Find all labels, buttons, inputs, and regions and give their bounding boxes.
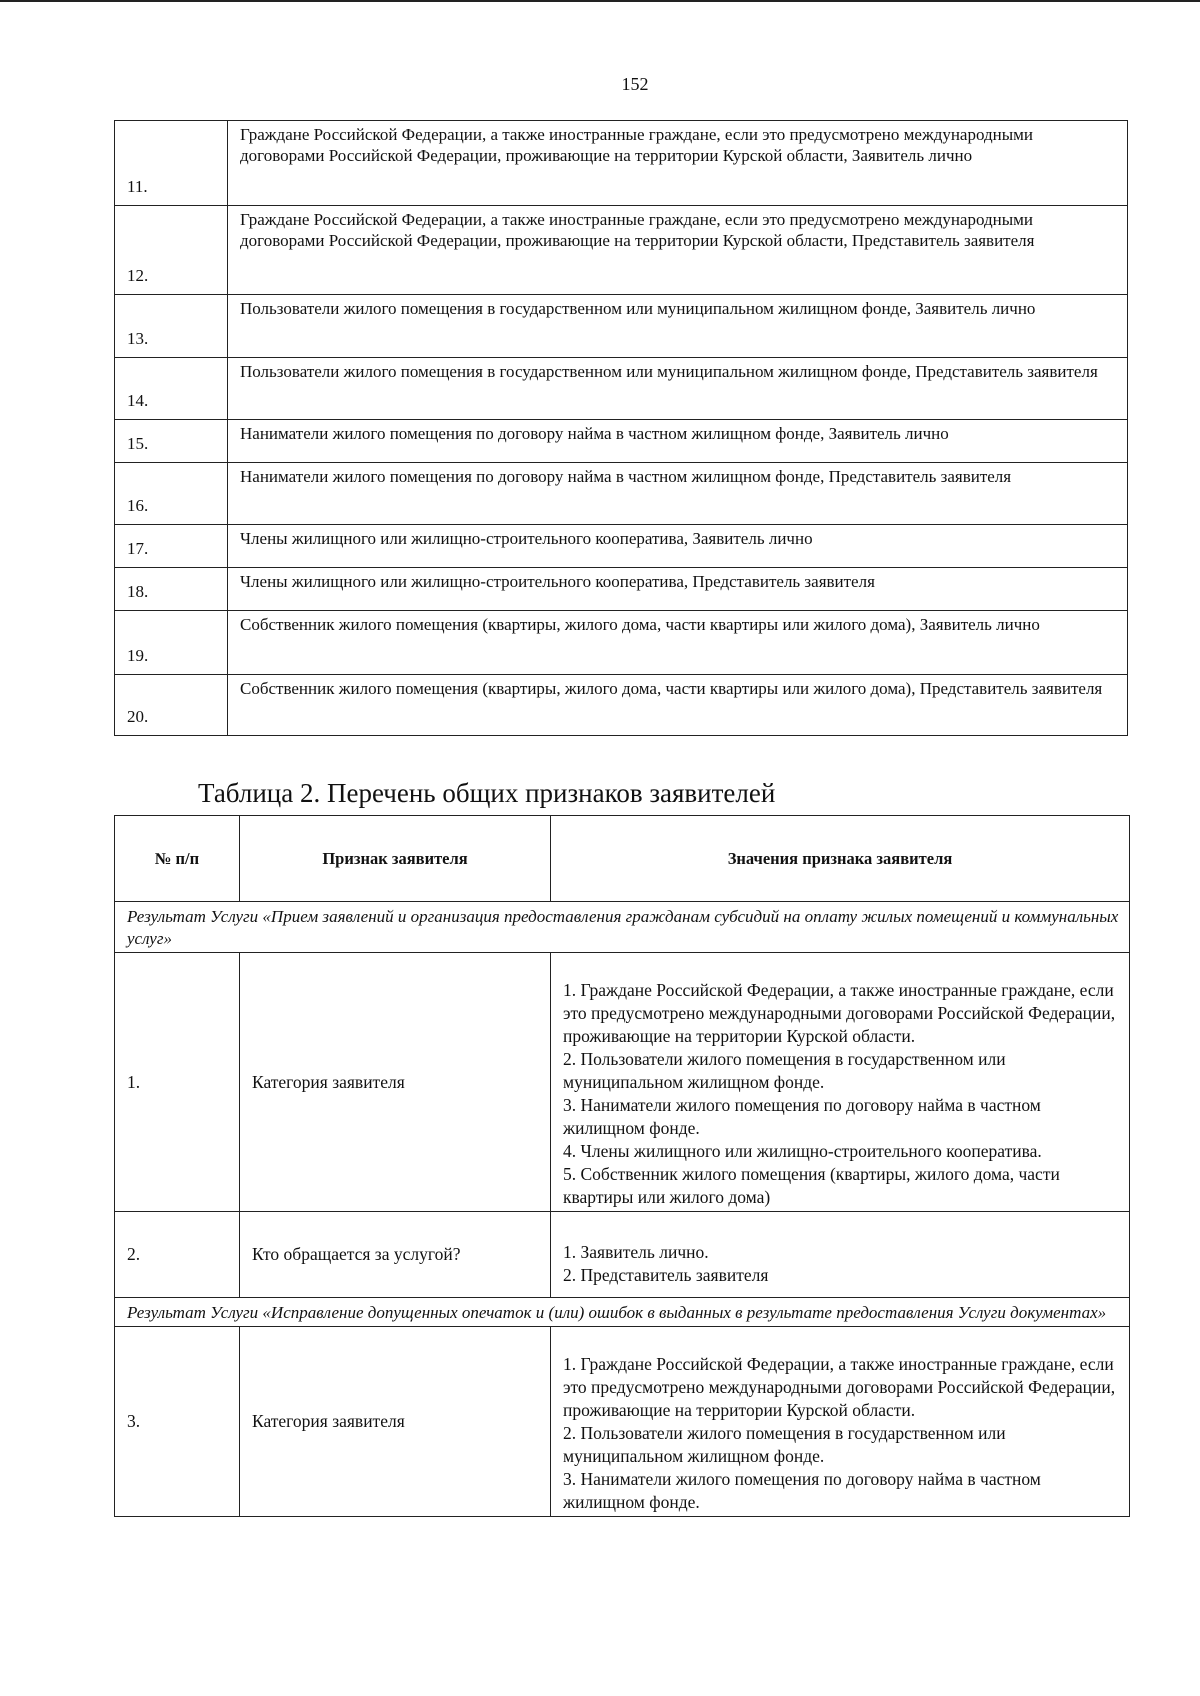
row-number: 14. (115, 358, 228, 420)
page-number: 152 (621, 74, 649, 94)
table2-title: Таблица 2. Перечень общих признаков заявителей (198, 778, 776, 808)
row-number: 17. (115, 525, 228, 568)
row-description: Члены жилищного или жилищно-строительного кооператива, Представитель заявителя (228, 568, 1128, 611)
table-row (115, 568, 1128, 611)
row-number: 11. (115, 121, 228, 206)
value-line: 4. Члены жилищного или жилищно-строительного кооператива. (563, 1141, 1042, 1161)
table-row (115, 121, 1128, 206)
row-number: 13. (115, 295, 228, 358)
row-description: Граждане Российской Федерации, а также иностранные граждане, если это предусмотрено международными договорами Российской Федерации, проживающие на территории Курской области, Представитель заявителя (228, 206, 1128, 295)
value-line: 2. Пользователи жилого помещения в государственном или муниципальном жилищном фонде. (563, 1049, 1006, 1092)
row-number: 2. (115, 1212, 240, 1298)
table-row (115, 463, 1128, 525)
table-row (115, 420, 1128, 463)
header-number: № п/п (115, 816, 240, 902)
applicant-variants-table (114, 120, 1128, 736)
table-row (115, 525, 1128, 568)
top-border-line (0, 0, 1200, 2)
row-number: 3. (115, 1327, 240, 1517)
table-row (115, 358, 1128, 420)
section-row (115, 1298, 1130, 1327)
table-row (115, 953, 1130, 1212)
row-description: Члены жилищного или жилищно-строительного кооператива, Заявитель лично (228, 525, 1128, 568)
section-row (115, 902, 1130, 953)
row-number: 18. (115, 568, 228, 611)
row-description: Пользователи жилого помещения в государственном или муниципальном жилищном фонде, Представитель заявителя (228, 358, 1128, 420)
row-description: Собственник жилого помещения (квартиры, жилого дома, части квартиры или жилого дома), Представитель заявителя (228, 675, 1128, 736)
table-header-row (115, 816, 1130, 902)
row-number: 19. (115, 611, 228, 675)
row-sign: Категория заявителя (240, 953, 551, 1212)
value-line: 3. Наниматели жилого помещения по договору найма в частном жилищном фонде. (563, 1469, 1041, 1512)
value-line: 2. Пользователи жилого помещения в государственном или муниципальном жилищном фонде. (563, 1423, 1006, 1466)
table-row (115, 295, 1128, 358)
row-sign: Кто обращается за услугой? (240, 1212, 551, 1298)
header-sign: Признак заявителя (240, 816, 551, 902)
row-values (551, 953, 1130, 1212)
row-number: 1. (115, 953, 240, 1212)
row-description: Наниматели жилого помещения по договору найма в частном жилищном фонде, Заявитель лично (228, 420, 1128, 463)
row-sign: Категория заявителя (240, 1327, 551, 1517)
value-line: 2. Представитель заявителя (563, 1264, 769, 1285)
section-title: Результат Услуги «Прием заявлений и организация предоставления гражданам субсидий на оплату жилых помещений и коммунальных услуг» (115, 902, 1130, 953)
row-number: 16. (115, 463, 228, 525)
applicant-signs-table (114, 815, 1130, 1517)
table-row (115, 206, 1128, 295)
section-title: Результат Услуги «Исправление допущенных опечаток и (или) ошибок в выданных в результате предоставления Услуги документах» (115, 1298, 1130, 1327)
row-number: 15. (115, 420, 228, 463)
header-values: Значения признака заявителя (551, 816, 1130, 902)
row-values (551, 1212, 1130, 1298)
row-description: Пользователи жилого помещения в государственном или муниципальном жилищном фонде, Заявитель лично (228, 295, 1128, 358)
row-number: 12. (115, 206, 228, 295)
row-values (551, 1327, 1130, 1517)
row-description: Собственник жилого помещения (квартиры, жилого дома, части квартиры или жилого дома), Заявитель лично (228, 611, 1128, 675)
table-row (115, 611, 1128, 675)
table-row (115, 675, 1128, 736)
row-number: 20. (115, 675, 228, 736)
table-row (115, 1212, 1130, 1298)
table-row (115, 1327, 1130, 1517)
row-description: Граждане Российской Федерации, а также иностранные граждане, если это предусмотрено международными договорами Российской Федерации, проживающие на территории Курской области, Заявитель лично (228, 121, 1128, 206)
value-line: 5. Собственник жилого помещения (квартиры, жилого дома, части квартиры или жилого дома) (563, 1164, 1060, 1207)
value-line: 1. Граждане Российской Федерации, а также иностранные граждане, если это предусмотрено международными договорами Российской Федерации, проживающие на территории Курской области. (563, 980, 1116, 1046)
row-description: Наниматели жилого помещения по договору найма в частном жилищном фонде, Представитель заявителя (228, 463, 1128, 525)
value-line: 1. Граждане Российской Федерации, а также иностранные граждане, если это предусмотрено международными договорами Российской Федерации, проживающие на территории Курской области. (563, 1354, 1116, 1420)
value-line: 3. Наниматели жилого помещения по договору найма в частном жилищном фонде. (563, 1095, 1041, 1138)
value-line: 1. Заявитель лично. (563, 1241, 709, 1262)
